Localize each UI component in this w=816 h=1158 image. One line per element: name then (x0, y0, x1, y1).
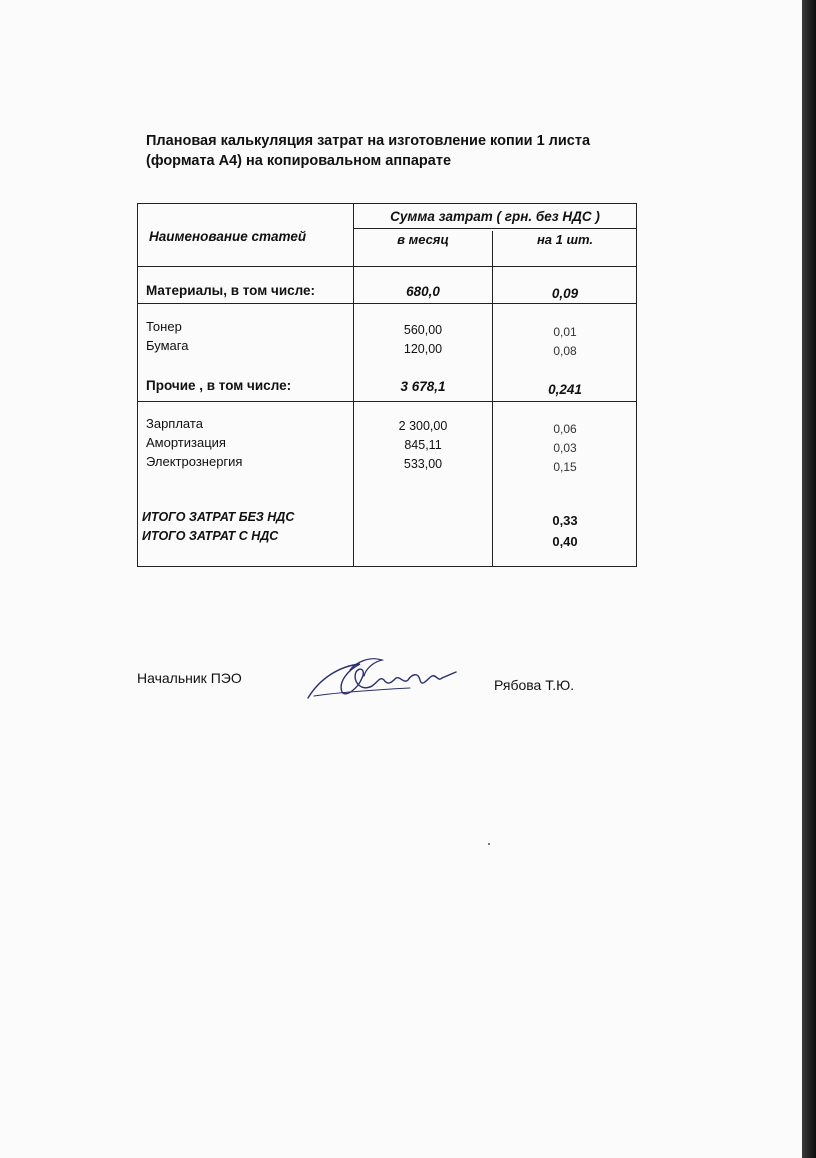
header-per-unit: на 1 шт. (536, 232, 594, 247)
item-toner-unit: 0,01 (553, 325, 577, 339)
title-line-2: (формата А4) на копировальном аппарате (146, 153, 452, 169)
item-electricity-unit: 0,15 (553, 460, 577, 474)
item-paper-label: Бумага (146, 338, 189, 353)
item-depreciation-month: 845,11 (404, 438, 442, 452)
total-with-vat-unit: 0,40 (552, 534, 578, 549)
other-unit: 0,241 (548, 382, 582, 397)
cost-table (137, 203, 637, 567)
item-salary-month: 2 300,00 (398, 419, 448, 433)
item-paper-month: 120,00 (403, 342, 443, 356)
total-without-vat-label: ИТОГО ЗАТРАТ БЕЗ НДС (142, 510, 295, 524)
item-electricity-label: Электрознергия (146, 454, 243, 469)
header-per-month: в месяц (397, 232, 449, 247)
item-toner-month: 560,00 (403, 323, 443, 337)
scan-speck (488, 843, 490, 845)
item-toner-label: Тонер (146, 319, 182, 334)
total-with-vat-label: ИТОГО ЗАТРАТ С НДС (142, 529, 279, 543)
scan-edge (802, 0, 816, 1158)
item-paper-unit: 0,08 (553, 344, 577, 358)
total-without-vat-unit: 0,33 (552, 513, 578, 528)
item-salary-unit: 0,06 (553, 422, 577, 436)
other-label: Прочие , в том числе: (146, 378, 292, 393)
signer-name: Рябова Т.Ю. (494, 677, 575, 693)
signer-position: Начальник ПЭО (137, 670, 242, 686)
other-month: 3 678,1 (400, 379, 446, 394)
title-line-1: Плановая калькуляция затрат на изготовление копии 1 листа (146, 133, 591, 149)
header-sum-group: Сумма затрат ( грн. без НДС ) (390, 209, 600, 224)
item-depreciation-unit: 0,03 (553, 441, 577, 455)
document-title (146, 131, 646, 171)
materials-month: 680,0 (406, 284, 440, 299)
materials-label: Материалы, в том числе: (146, 283, 316, 298)
item-electricity-month: 533,00 (403, 457, 443, 471)
materials-unit: 0,09 (551, 286, 579, 301)
handwritten-signature (300, 648, 460, 708)
item-salary-label: Зарплата (146, 416, 203, 431)
item-depreciation-label: Амортизация (146, 435, 226, 450)
header-name-column: Наименование статей (149, 229, 307, 244)
